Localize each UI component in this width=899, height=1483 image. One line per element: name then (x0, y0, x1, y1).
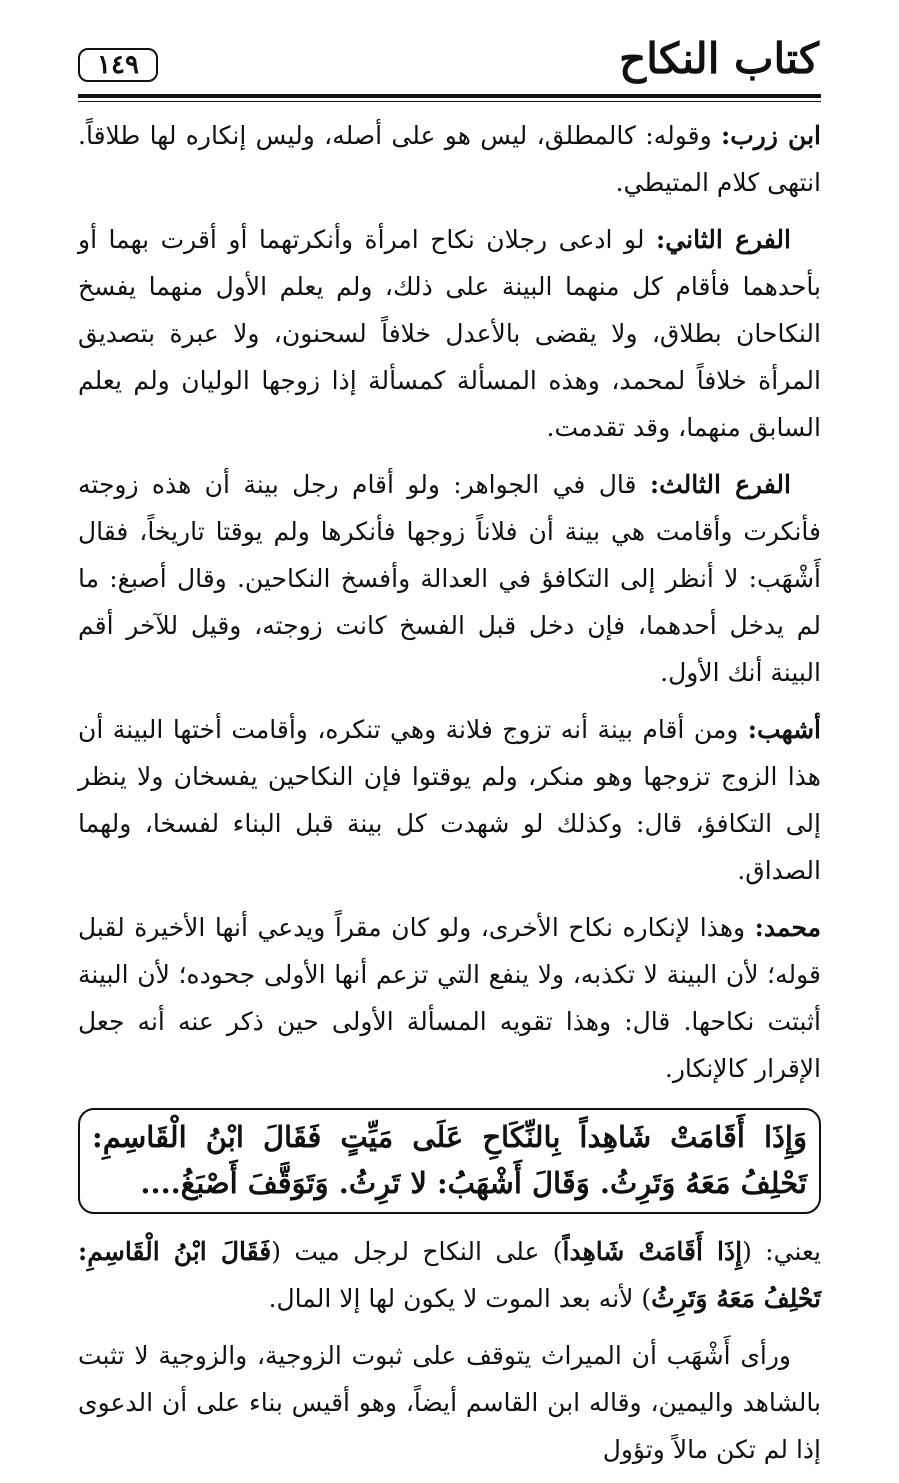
commentary-quote: إِذَا أَقَامَتْ شَاهِداً (562, 1237, 743, 1266)
paragraph-text: وهذا لإنكاره نكاح الأخرى، ولو كان مقراً ويدعي أنها الأخيرة لقبل قوله؛ لأن البينة لا تكذبه، ولا ينفع التي تزعم أنها الأولى جحوده؛ لأن البينة أثبتت نكاحها. قال: وهذا تقويه المسألة الأولى حين ذكر عنه أنه جعل الإقرار كالإنكار. (78, 913, 821, 1083)
paragraph-second-branch (78, 216, 821, 451)
matn-text: وَإِذَا أَقَامَتْ شَاهِداً بِالنِّكَاحِ عَلَى مَيِّتٍ فَقَالَ ابْنُ الْقَاسِمِ: تَحْلِفُ مَعَهُ وَتَرِثُ. وَقَالَ أَشْهَبُ: لا تَرِثُ. وَتَوَقَّفَ أَصْبَغُ.... (92, 1120, 807, 1200)
paragraph-ashhab (78, 706, 821, 894)
header-rule-thick (78, 94, 821, 98)
paragraph-ibn-zarb (78, 112, 821, 206)
header-rule-thin (78, 101, 821, 102)
paragraph-text: قال في الجواهر: ولو أقام رجل بينة أن هذه زوجته فأنكرت وأقامت هي بينة أن فلاناً زوجها فأنكرها ولم يوقتا تاريخاً، فقال أَشْهَب: لا أنظر إلى التكافؤ في العدالة وأفسخ النكاحين. وقال أصبغ: ما لم يدخل أحدهما، فإن دخل قبل الفسخ كانت زوجته، وقيل للآخر أقم البينة أنك الأول. (78, 470, 821, 687)
page-number-box (78, 48, 158, 82)
commentary-intro: يعني: ( (742, 1237, 822, 1266)
page-number: ١٤٩ (97, 50, 139, 80)
paragraph-label: الفرع الثالث: (649, 470, 791, 499)
paragraph-third-branch (78, 461, 821, 696)
paragraph-commentary (78, 1228, 821, 1322)
paragraph-label: الفرع الثاني: (656, 225, 791, 254)
paragraph-text: ورأى أَشْهَب أن الميراث يتوقف على ثبوت الزوجية، والزوجية لا تثبت بالشاهد واليمين، وقاله ابن القاسم أيضاً، وهو أقيس بناء على أن الدعوى إذا لم تكن مالاً وتؤول (78, 1341, 821, 1464)
paragraph-muhammad (78, 904, 821, 1092)
paragraph-label: محمد: (754, 913, 821, 942)
matn-box (78, 1108, 821, 1214)
commentary-quote: فَقَالَ ابْنُ الْقَاسِمِ: تَحْلِفُ مَعَهُ وَتَرِثُ (78, 1237, 821, 1313)
running-header-title: كتاب النكاح (619, 34, 819, 83)
commentary-mid: ) على النكاح لرجل ميت ( (271, 1237, 563, 1266)
paragraph-label: أشهب: (747, 715, 821, 744)
commentary-end: ) لأنه بعد الموت لا يكون لها إلا المال. (268, 1284, 652, 1313)
paragraph-text: ومن أقام بينة أنه تزوج فلانة وهي تنكره، وأقامت أختها البينة أن هذا الزوج تزوجها وهو منكر، ولم يوقتوا فإن النكاحين يفسخان ولا ينظر إلى التكافؤ، قال: وكذلك لو شهدت كل بينة قبل البناء لفسخا، ولهما الصداق. (78, 715, 821, 885)
paragraph-label: ابن زرب: (721, 121, 821, 150)
page-body (78, 112, 821, 1483)
paragraph-text: وقوله: كالمطلق، ليس هو على أصله، وليس إنكاره لها طلاقاً. انتهى كلام المتيطي. (78, 121, 821, 197)
paragraph-text: لو ادعى رجلان نكاح امرأة وأنكرتهما أو أقرت بهما أو بأحدهما فأقام كل منهما البينة على ذلك، ولم يعلم الأول منهما يفسخ النكاحان بطلاق، ولا يقضى بالأعدل خلافاً لسحنون، ولا عبرة بتصديق المرأة خلافاً لمحمد، وهذه المسألة كمسألة إذا زوجها الوليان ولم يعلم السابق منهما، وقد تقدمت. (78, 225, 821, 442)
paragraph-closing (78, 1332, 821, 1473)
